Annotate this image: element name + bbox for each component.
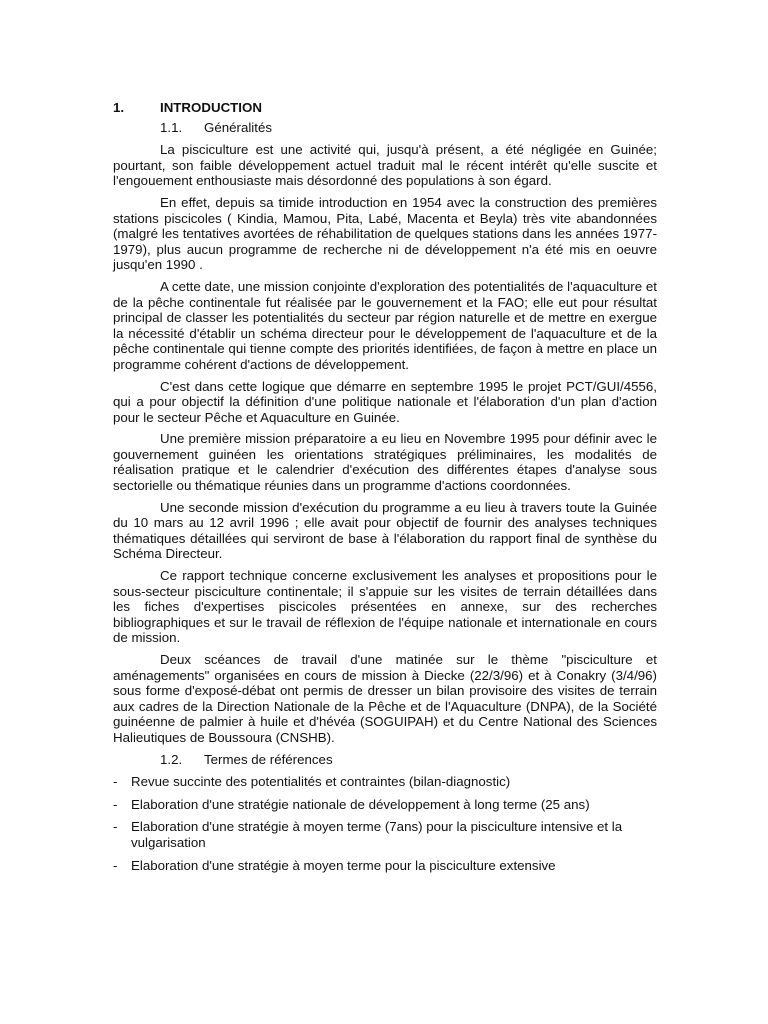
paragraph: En effet, depuis sa timide introduction en 1954 avec la construction des premières stations piscicoles ( Kindia, Mamou, Pita, Labé, Macenta et Beyla) très vite abandonnées (malgré les tentatives avortées de réhabilitation de quelques stations dans les années 1977-1979), plus aucun programme de recherche ni de développement n'a été mis en oeuvre jusqu'en 1990 . bbox=[113, 194, 657, 273]
references-list bbox=[113, 774, 657, 873]
paragraph: A cette date, une mission conjointe d'exploration des potentialités de l'aquaculture et de la pêche continentale fut réalisée par le gouvernement et la FAO; elle eut pour résultat principal de classer les potentialités du secteur par région naturelle et de mettre en exergue la nécessité d'établir un schéma directeur pour le développement de l'aquaculture et de la pêche continentale qui tienne compte des priorités identifiées, de façon à mettre en place un programme cohérent d'actions de développement. bbox=[113, 278, 657, 372]
subheading-generalites bbox=[160, 120, 657, 136]
list-bullet: - bbox=[113, 819, 118, 835]
list-item-text: Elaboration d'une stratégie à moyen terme pour la pisciculture extensive bbox=[131, 857, 556, 873]
list-item bbox=[113, 819, 657, 850]
list-item-text: Revue succinte des potentialités et contraintes (bilan-diagnostic) bbox=[131, 774, 511, 790]
list-item-text: Elaboration d'une stratégie à moyen terme (7ans) pour la pisciculture intensive et la vulgarisation bbox=[131, 819, 623, 850]
paragraph: Deux scéances de travail d'une matinée sur le thème "pisciculture et aménagements" organisées en cours de mission à Diecke (22/3/96) et à Conakry (3/4/96) sous forme d'exposé-débat ont permis de dresser un bilan provisoire des visites de terrain aux cadres de la Direction Nationale de la Pêche et de l'Aquaculture (DNPA), de la Société guinéenne de palmier à huile et d'hévéa (SOGUIPAH) et du Centre National des Sciences Halieutiques de Boussoura (CNSHB). bbox=[113, 652, 657, 745]
list-bullet: - bbox=[113, 796, 118, 812]
list-item-text: Elaboration d'une stratégie nationale de développement à long terme (25 ans) bbox=[131, 796, 590, 812]
paragraph: La pisciculture est une activité qui, jusqu'à présent, a été négligée en Guinée; pourtant, son faible développement actuel traduit mal le récent intérêt qu'elle suscite et l'engouement enthousiaste mais désordonné des populations à son égard. bbox=[113, 142, 657, 189]
heading-number: 1. bbox=[113, 100, 125, 115]
subheading-termes-de-references bbox=[160, 752, 657, 768]
list-bullet: - bbox=[113, 774, 118, 790]
heading-title: INTRODUCTION bbox=[160, 100, 262, 115]
heading-introduction bbox=[113, 100, 657, 116]
list-item bbox=[113, 774, 657, 790]
subheading-number: 1.1. bbox=[160, 119, 183, 135]
paragraph: Une seconde mission d'exécution du programme a eu lieu à travers toute la Guinée du 10 mars au 12 avril 1996 ; elle avait pour objectif de fournir des analyses techniques thématiques détaillées qui serviront de base à l'élaboration du rapport final de synthèse du Schéma Directeur. bbox=[113, 499, 657, 562]
paragraph: Ce rapport technique concerne exclusivement les analyses et propositions pour le sous-secteur pisciculture continentale; il s'appuie sur les visites de terrain détaillées dans les fiches d'expertises piscicoles présentées en annexe, sur des recherches bibliographiques et sur le travail de réflexion de l'équipe nationale et internationale en cours de mission. bbox=[113, 568, 657, 646]
paragraph: Une première mission préparatoire a eu lieu en Novembre 1995 pour définir avec le gouvernement guinéen les orientations stratégiques préliminaires, les modalités de réalisation pratique et le calendrier d'exécution des différentes étapes d'analyse sous sectorielle ou thématique réunies dans un programme d'actions coordonnées. bbox=[113, 431, 657, 494]
subheading-title: Termes de références bbox=[204, 751, 333, 767]
paragraph: C'est dans cette logique que démarre en septembre 1995 le projet PCT/GUI/4556, qui a pour objectif la définition d'une politique nationale et l'élaboration d'un plan d'action pour le secteur Pêche et Aquaculture en Guinée. bbox=[113, 378, 657, 425]
list-item bbox=[113, 797, 657, 813]
subheading-title: Généralités bbox=[204, 119, 272, 135]
list-item bbox=[113, 858, 657, 874]
document-body bbox=[113, 100, 657, 880]
list-bullet: - bbox=[113, 857, 118, 873]
subheading-number: 1.2. bbox=[160, 751, 183, 767]
